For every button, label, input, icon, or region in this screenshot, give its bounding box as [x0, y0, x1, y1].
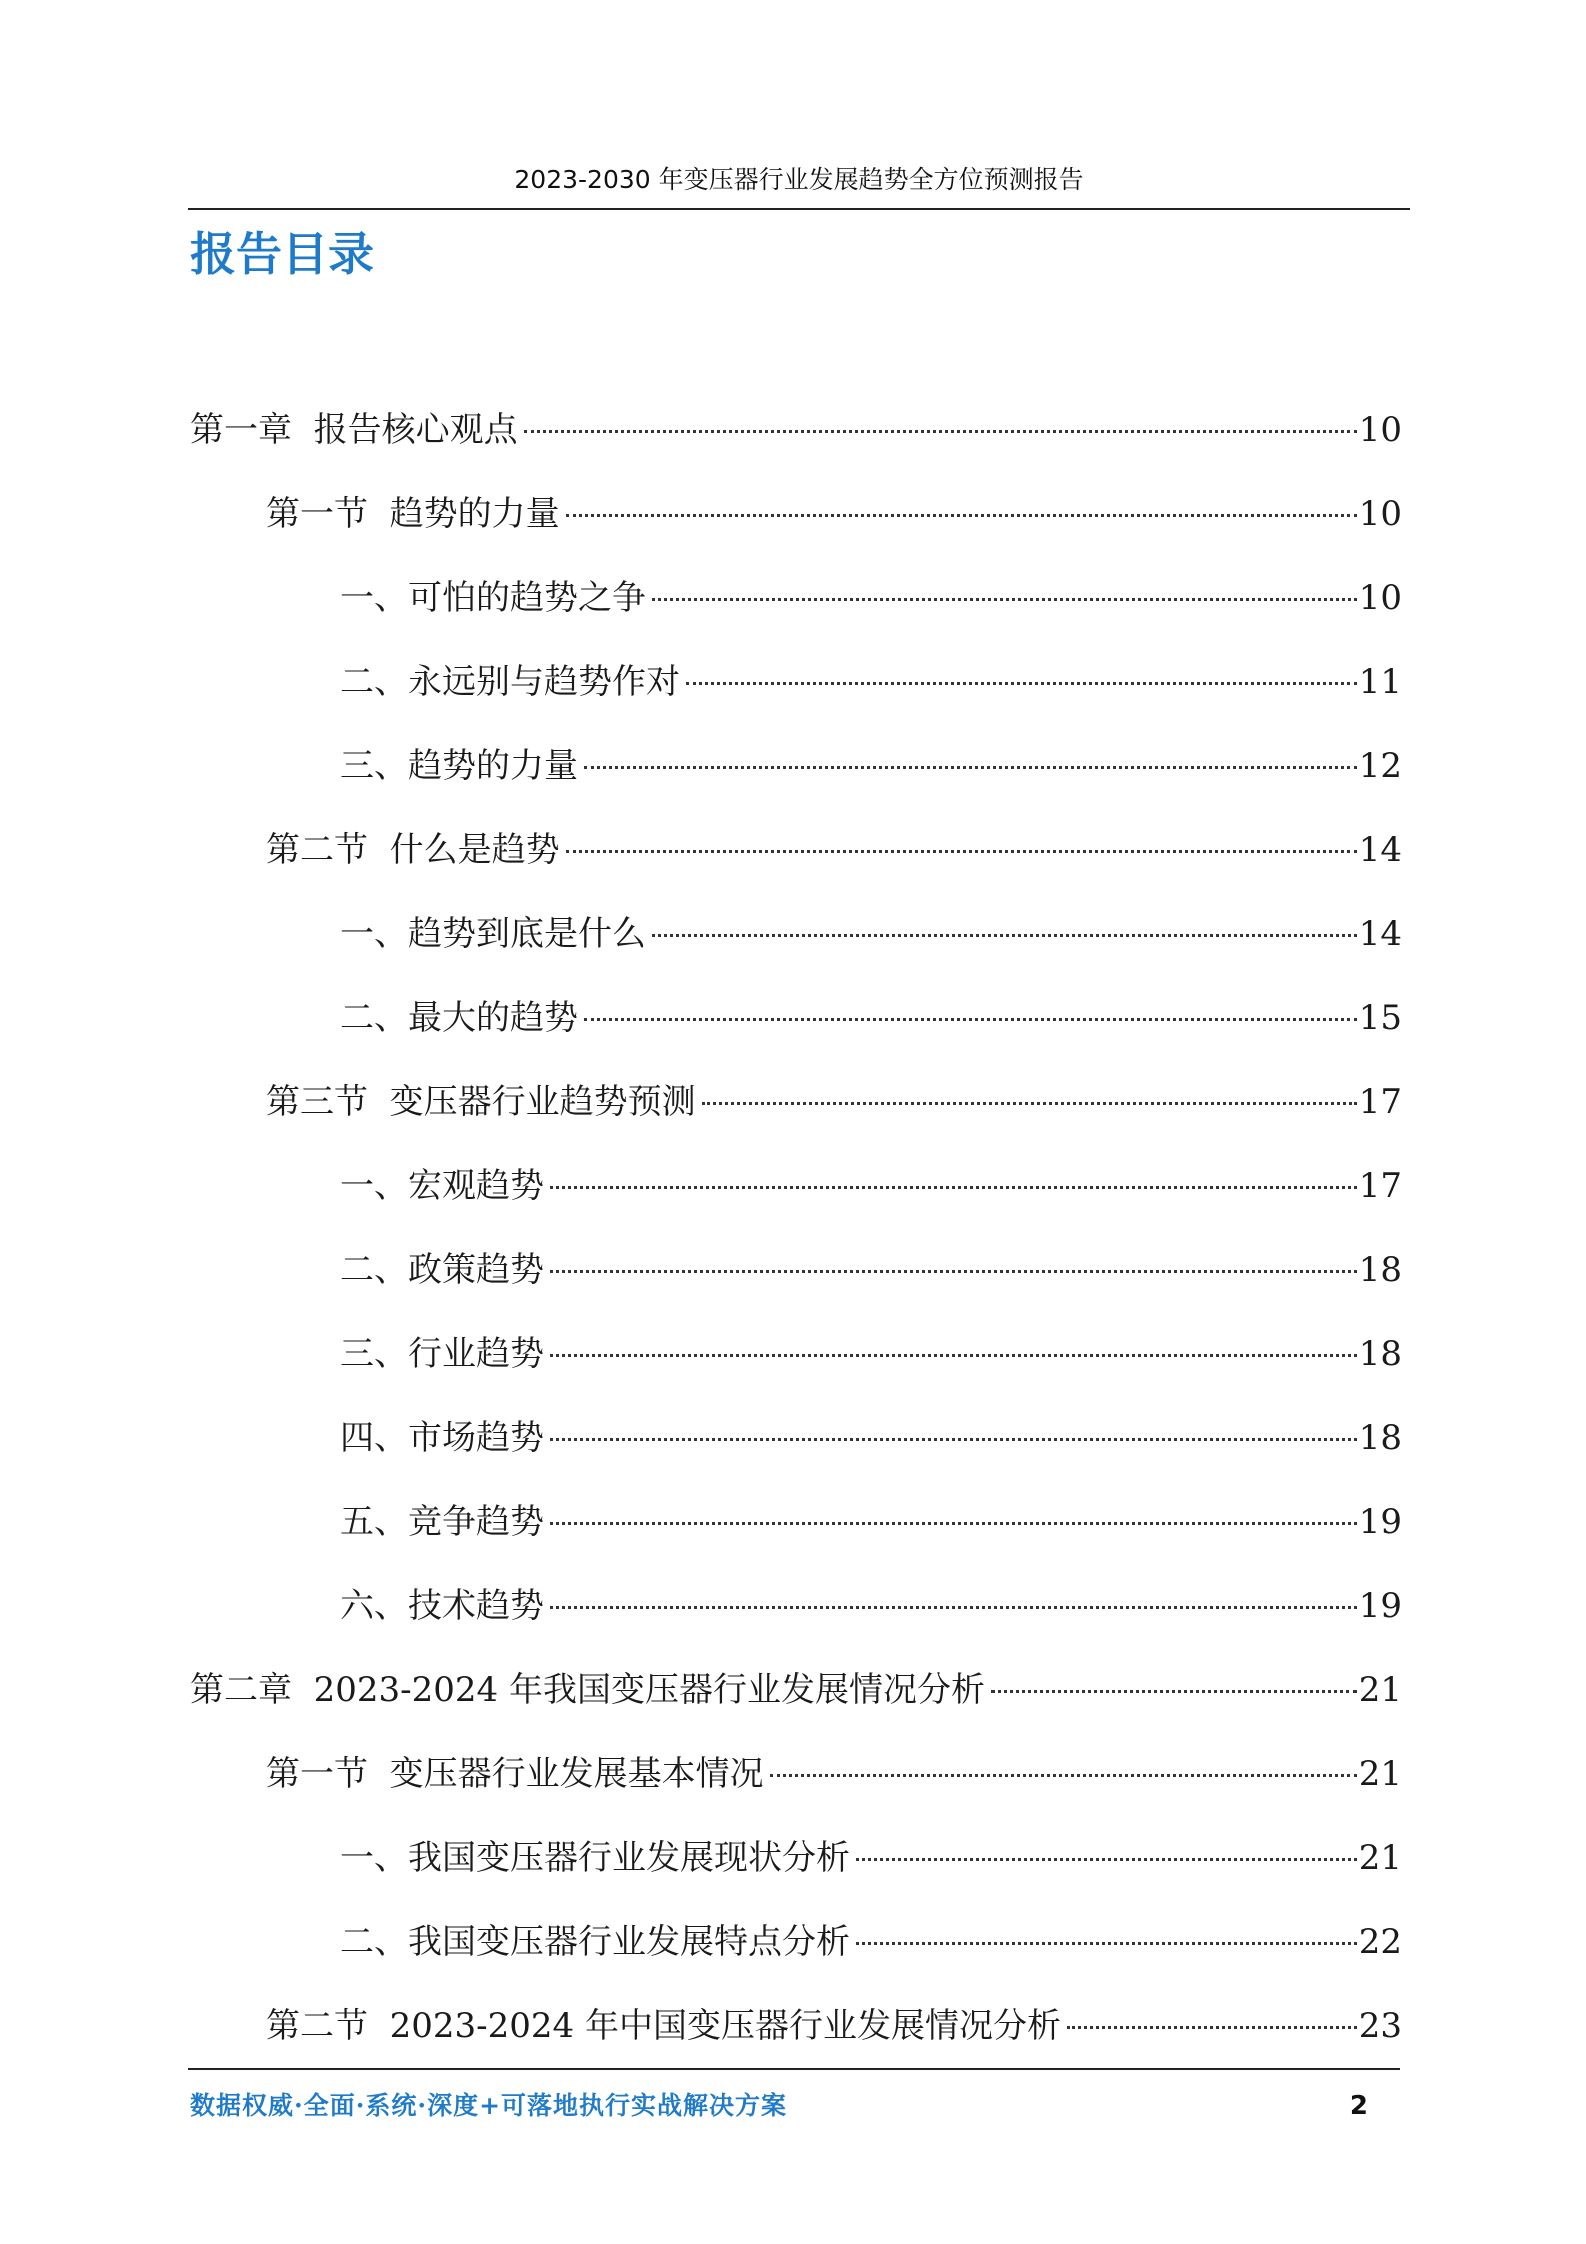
toc-entry-level-3[interactable] — [340, 1240, 1402, 1324]
toc-entry-page-number: 15 — [1358, 998, 1402, 1038]
toc-entry-label: 六、技术趋势 — [340, 1586, 544, 1626]
dot-leader — [1067, 2026, 1357, 2029]
toc-entry-level-3[interactable] — [340, 736, 1402, 820]
toc-entry-label: 二、我国变压器行业发展特点分析 — [340, 1922, 850, 1962]
dot-leader — [566, 850, 1357, 853]
toc-entry-level-1[interactable] — [190, 400, 1402, 484]
toc-entry-page-number: 21 — [1358, 1670, 1402, 1710]
dot-leader — [550, 1186, 1357, 1189]
toc-title: 报告目录 — [190, 227, 374, 281]
toc-entry-level-2[interactable] — [266, 1072, 1402, 1156]
header-divider — [188, 208, 1410, 210]
toc-entry-page-number: 10 — [1358, 410, 1402, 450]
toc-entry-level-3[interactable] — [340, 652, 1402, 736]
footer-divider — [188, 2068, 1400, 2070]
toc-entry-page-number: 21 — [1358, 1838, 1402, 1878]
toc-entry-label: 五、竞争趋势 — [340, 1502, 544, 1542]
table-of-contents — [0, 400, 1586, 2080]
toc-entry-level-3[interactable] — [340, 904, 1402, 988]
toc-entry-level-3[interactable] — [340, 1576, 1402, 1660]
footer-slogan: 数据权威·全面·系统·深度+可落地执行实战解决方案 — [190, 2091, 788, 2120]
toc-entry-page-number: 12 — [1358, 746, 1402, 786]
dot-leader — [856, 1942, 1357, 1945]
toc-entry-label: 三、趋势的力量 — [340, 746, 578, 786]
toc-entry-label: 一、宏观趋势 — [340, 1166, 544, 1206]
toc-entry-page-number: 22 — [1358, 1922, 1402, 1962]
toc-entry-label: 二、永远别与趋势作对 — [340, 662, 680, 702]
dot-leader — [584, 1018, 1357, 1021]
running-header-title: 2023-2030 年变压器行业发展趋势全方位预测报告 — [514, 165, 1084, 194]
dot-leader — [686, 682, 1357, 685]
toc-entry-label: 第二节 2023-2024 年中国变压器行业发展情况分析 — [266, 2006, 1061, 2046]
dot-leader — [856, 1858, 1357, 1861]
toc-entry-label: 第二节 什么是趋势 — [266, 830, 560, 870]
toc-entry-label: 一、我国变压器行业发展现状分析 — [340, 1838, 850, 1878]
toc-entry-page-number: 23 — [1358, 2006, 1402, 2046]
toc-entry-level-3[interactable] — [340, 1408, 1402, 1492]
toc-entry-page-number: 21 — [1358, 1754, 1402, 1794]
page-number: 2 — [1349, 2091, 1368, 2121]
toc-entry-page-number: 11 — [1358, 662, 1402, 702]
toc-entry-level-3[interactable] — [340, 1324, 1402, 1408]
dot-leader — [524, 430, 1357, 433]
toc-entry-level-3[interactable] — [340, 1912, 1402, 1996]
toc-entry-level-2[interactable] — [266, 484, 1402, 568]
toc-entry-page-number: 17 — [1358, 1166, 1402, 1206]
toc-entry-level-3[interactable] — [340, 568, 1402, 652]
toc-entry-label: 第二章 2023-2024 年我国变压器行业发展情况分析 — [190, 1670, 985, 1710]
toc-entry-label: 一、趋势到底是什么 — [340, 914, 646, 954]
toc-entry-level-3[interactable] — [340, 988, 1402, 1072]
dot-leader — [652, 934, 1357, 937]
toc-entry-label: 二、政策趋势 — [340, 1250, 544, 1290]
toc-entry-level-3[interactable] — [340, 1828, 1402, 1912]
toc-entry-page-number: 18 — [1358, 1334, 1402, 1374]
toc-entry-label: 第三节 变压器行业趋势预测 — [266, 1082, 696, 1122]
toc-entry-label: 四、市场趋势 — [340, 1418, 544, 1458]
dot-leader — [702, 1102, 1357, 1105]
dot-leader — [550, 1606, 1357, 1609]
toc-entry-page-number: 19 — [1358, 1586, 1402, 1626]
dot-leader — [550, 1522, 1357, 1525]
toc-entry-level-3[interactable] — [340, 1492, 1402, 1576]
toc-entry-page-number: 14 — [1358, 914, 1402, 954]
toc-entry-level-2[interactable] — [266, 820, 1402, 904]
dot-leader — [652, 598, 1357, 601]
toc-entry-page-number: 10 — [1358, 494, 1402, 534]
toc-entry-level-3[interactable] — [340, 1156, 1402, 1240]
toc-entry-label: 二、最大的趋势 — [340, 998, 578, 1038]
dot-leader — [550, 1438, 1357, 1441]
dot-leader — [991, 1690, 1357, 1693]
toc-entry-page-number: 14 — [1358, 830, 1402, 870]
toc-entry-label: 第一章 报告核心观点 — [190, 410, 518, 450]
toc-entry-level-2[interactable] — [266, 1744, 1402, 1828]
toc-entry-label: 一、可怕的趋势之争 — [340, 578, 646, 618]
toc-entry-label: 三、行业趋势 — [340, 1334, 544, 1374]
dot-leader — [550, 1270, 1357, 1273]
dot-leader — [550, 1354, 1357, 1357]
toc-entry-page-number: 10 — [1358, 578, 1402, 618]
toc-entry-label: 第一节 趋势的力量 — [266, 494, 560, 534]
toc-entry-level-1[interactable] — [190, 1660, 1402, 1744]
dot-leader — [566, 514, 1357, 517]
dot-leader — [770, 1774, 1357, 1777]
toc-entry-page-number: 18 — [1358, 1250, 1402, 1290]
toc-entry-label: 第一节 变压器行业发展基本情况 — [266, 1754, 764, 1794]
toc-entry-page-number: 19 — [1358, 1502, 1402, 1542]
toc-entry-page-number: 17 — [1358, 1082, 1402, 1122]
toc-entry-page-number: 18 — [1358, 1418, 1402, 1458]
dot-leader — [584, 766, 1357, 769]
